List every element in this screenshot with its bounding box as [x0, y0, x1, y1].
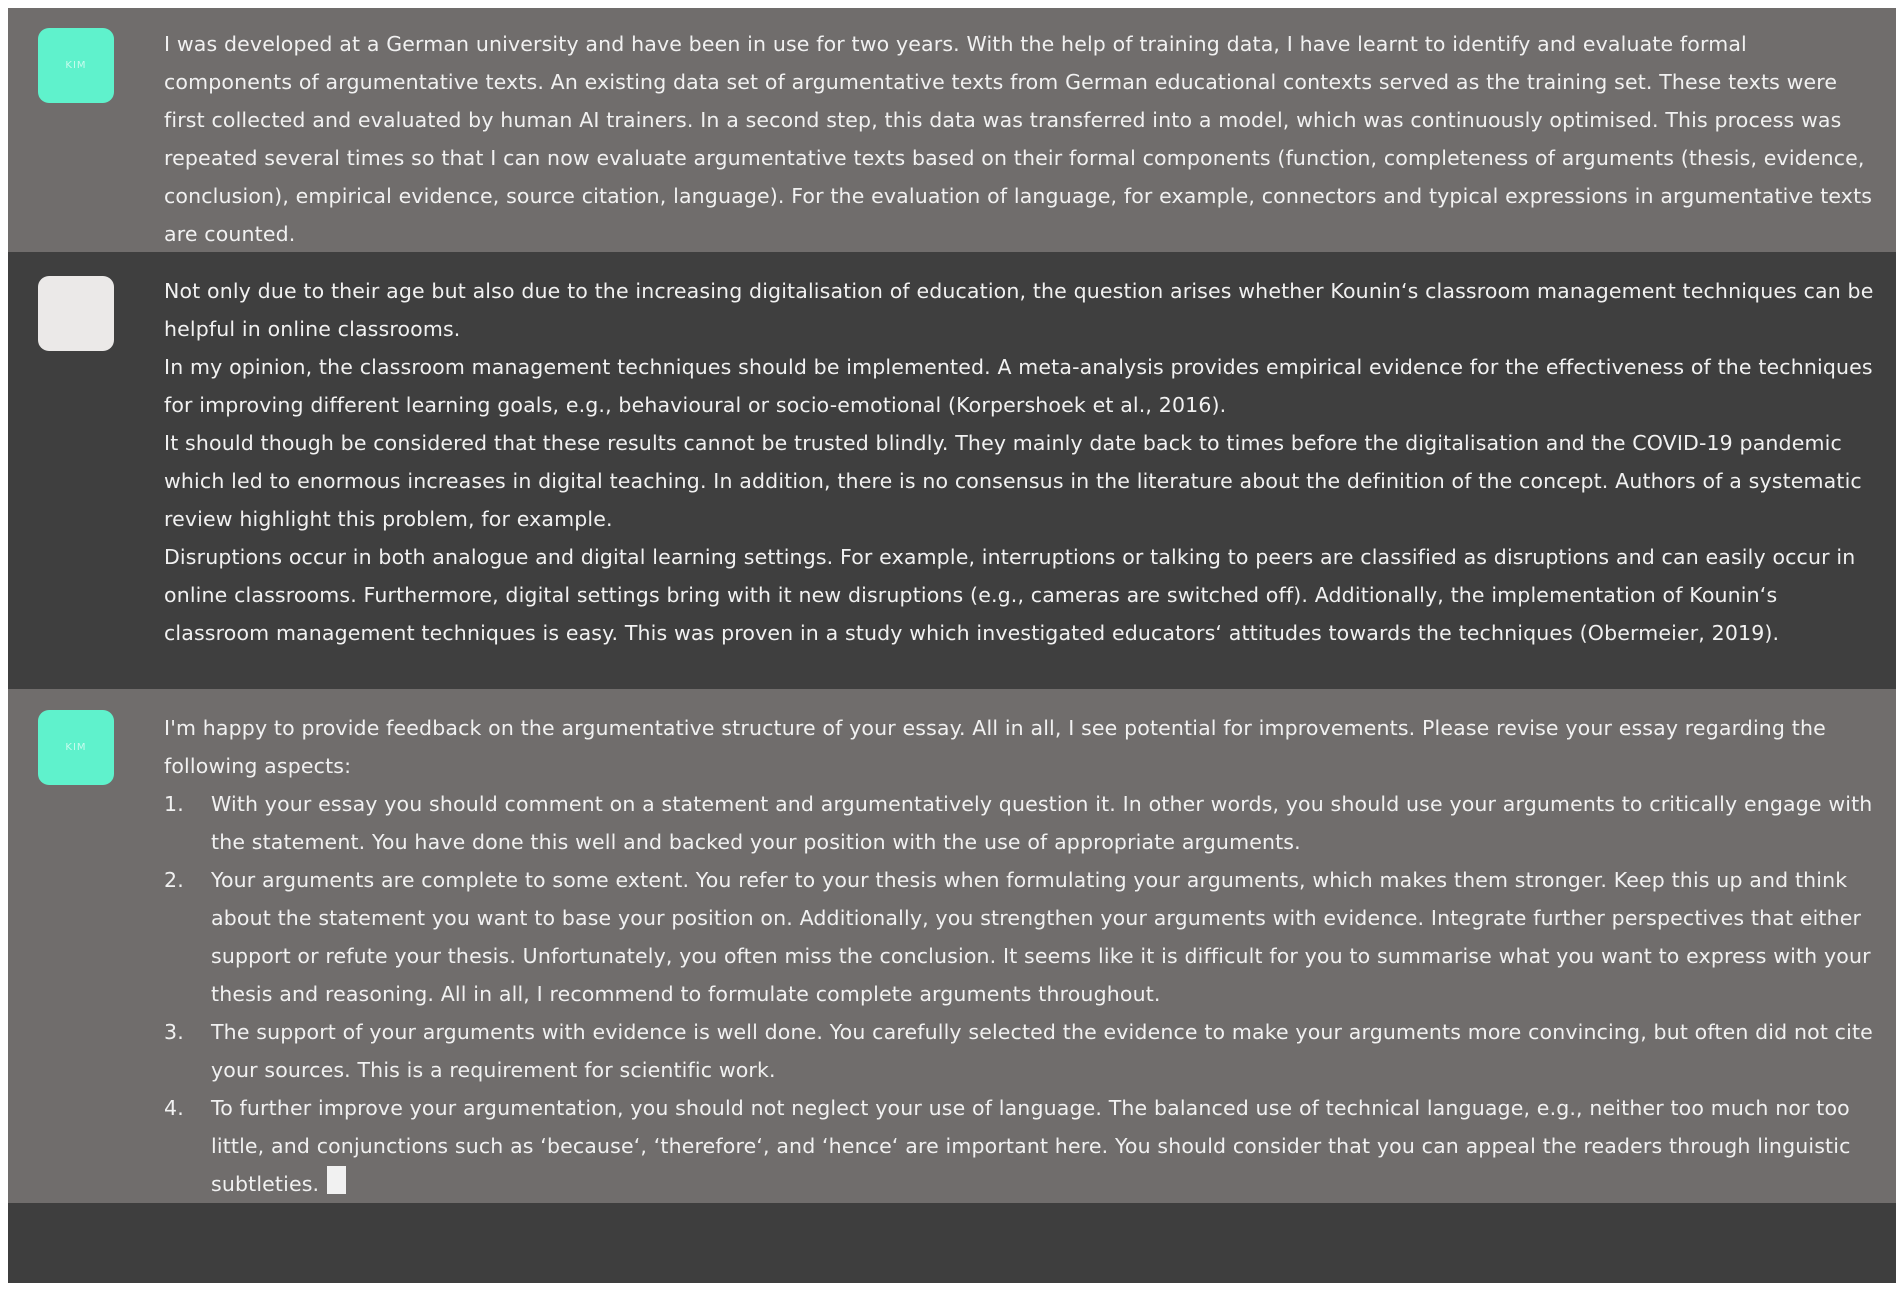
feedback-item	[164, 1013, 1876, 1089]
typing-cursor	[327, 1166, 346, 1194]
avatar-label: KIM	[65, 742, 87, 753]
item-number: 1.	[164, 792, 184, 816]
essay-paragraph: In my opinion, the classroom management techniques should be implemented. A meta-analysis provides empirical evidence for the effectiveness of the techniques for improving different learning goals, e.g., behavioural or socio-emotional (Korpershoek et al., 2016).	[164, 355, 1873, 417]
kim-avatar	[38, 710, 114, 785]
feedback-item	[164, 861, 1876, 1013]
item-text: Your arguments are complete to some extent. You refer to your thesis when formulating your arguments, which makes them stronger. Keep this up and think about the statement you want to base your position on. Additionally, you strengthen your arguments with evidence. Integrate further perspectives that either support or refute your thesis. Unfortunately, you often miss the conclusion. It seems like it is difficult for you to summarise what you want to express with your thesis and reasoning. All in all, I recommend to formulate complete arguments throughout.	[211, 868, 1871, 1006]
essay-paragraph: Not only due to their age but also due to the increasing digitalisation of education, the question arises whether Kounin‘s classroom management techniques can be helpful in online classrooms.	[164, 279, 1874, 341]
item-number: 4.	[164, 1096, 184, 1120]
chat-empty-area	[8, 1203, 1896, 1283]
feedback-intro: I'm happy to provide feedback on the argumentative structure of your essay. All in all, I see potential for improvements. Please revise your essay regarding the following aspects:	[164, 716, 1826, 778]
message-text	[164, 709, 1876, 1203]
essay-paragraph: Disruptions occur in both analogue and digital learning settings. For example, interruptions or talking to peers are classified as disruptions and can easily occur in online classrooms. Furthermore, digital settings bring with it new disruptions (e.g., cameras are switched off). Additionally, the implementation of Kounin‘s classroom management techniques is easy. This was proven in a study which investigated educators‘ attitudes towards the techniques (Obermeier, 2019).	[164, 545, 1856, 645]
user-avatar	[38, 276, 114, 351]
item-text: The support of your arguments with evidence is well done. You carefully selected the evidence to make your arguments more convincing, but often did not cite your sources. This is a requirement for scientific work.	[211, 1020, 1873, 1082]
feedback-item	[164, 1089, 1876, 1203]
chat-transcript	[8, 8, 1896, 1283]
essay-paragraph: It should though be considered that these results cannot be trusted blindly. They mainly date back to times before the digitalisation and the COVID-19 pandemic which led to enormous increases in digital teaching. In addition, there is no consensus in the literature about the definition of the concept. Authors of a systematic review highlight this problem, for example.	[164, 431, 1862, 531]
user-message	[8, 252, 1896, 689]
kim-avatar	[38, 28, 114, 103]
message-text	[164, 25, 1876, 253]
item-text: With your essay you should comment on a statement and argumentatively question it. In other words, you should use your arguments to critically engage with the statement. You have done this well and backed your position with the use of appropriate arguments.	[211, 792, 1873, 854]
ai-feedback-message	[8, 689, 1896, 1203]
item-text: To further improve your argumentation, you should not neglect your use of language. The balanced use of technical language, e.g., neither too much nor too little, and conjunctions such as ‘because‘, ‘therefore‘, and ‘hence‘ are important here. You should consider that you can appeal the readers through linguistic subtleties.	[211, 1096, 1851, 1196]
message-text	[164, 272, 1876, 652]
item-number: 3.	[164, 1020, 184, 1044]
ai-message	[8, 8, 1896, 252]
message-paragraph: I was developed at a German university and have been in use for two years. With the help of training data, I have learnt to identify and evaluate formal components of argumentative texts. An existing data set of argumentative texts from German educational contexts served as the training set. These texts were first collected and evaluated by human AI trainers. In a second step, this data was transferred into a model, which was continuously optimised. This process was repeated several times so that I can now evaluate argumentative texts based on their formal components (function, completeness of arguments (thesis, evidence, conclusion), empirical evidence, source citation, language). For the evaluation of language, for example, connectors and typical expressions in argumentative texts are counted.	[164, 32, 1873, 246]
feedback-list	[164, 785, 1876, 1203]
item-number: 2.	[164, 868, 184, 892]
avatar-label: KIM	[65, 60, 87, 71]
feedback-item	[164, 785, 1876, 861]
